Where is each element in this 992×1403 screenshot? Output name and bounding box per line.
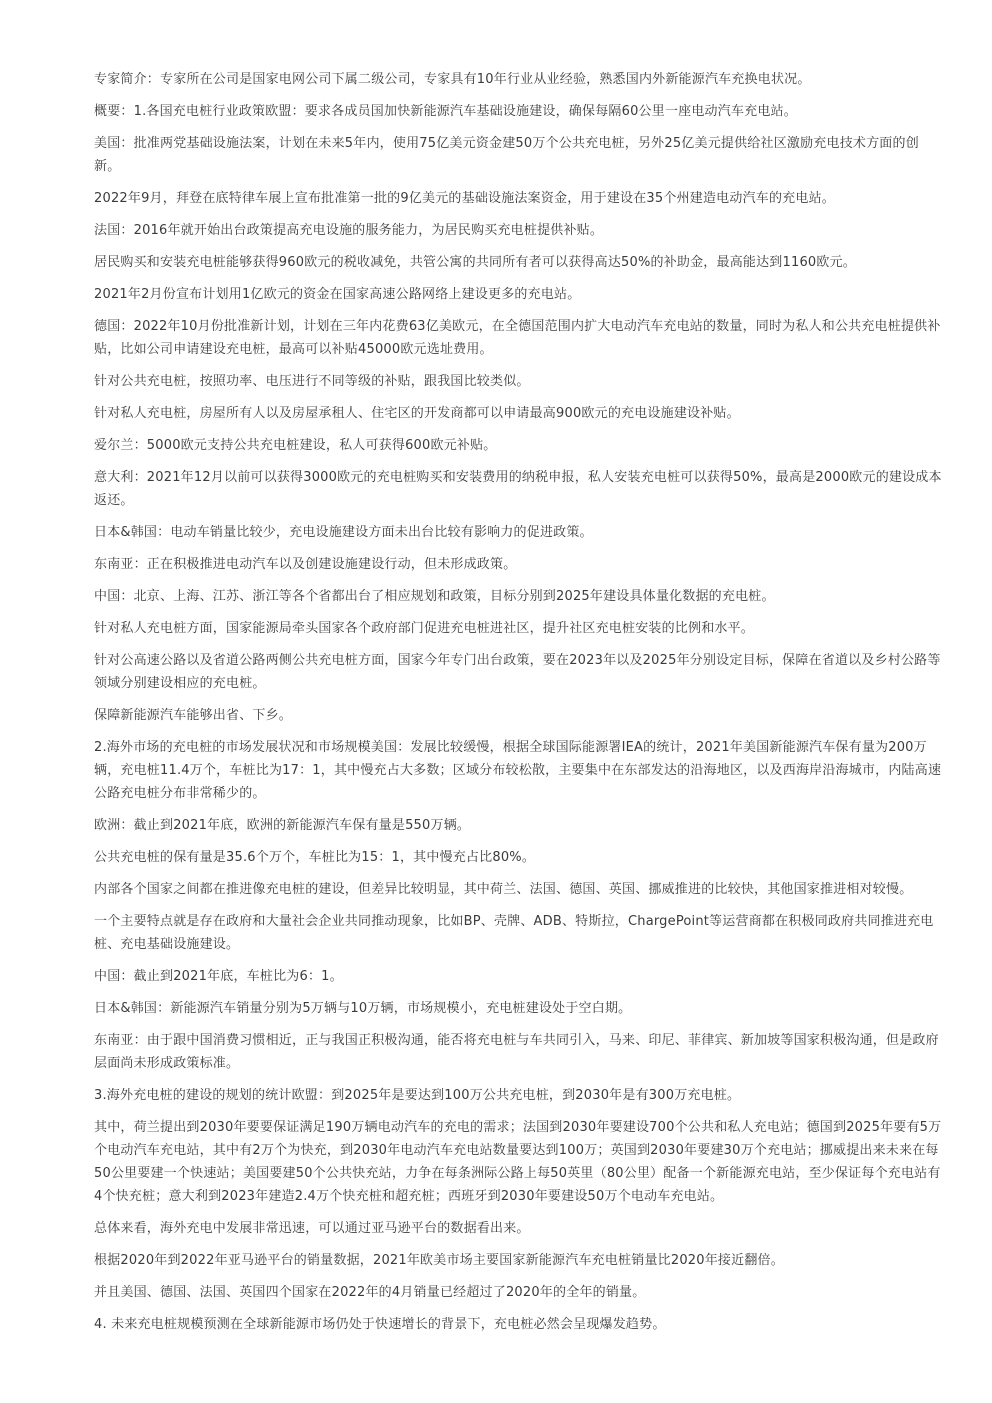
paragraph-germany-policy: 德国：2022年10月份批准新计划，计划在三年内花费63亿美欧元，在全德国范围内扩大电动汽车充电站的数量，同时为私人和公共充电桩提供补贴，比如公司申请建设充电桩，最高可以补贴45000欧元选址费用。 [94, 319, 941, 357]
paragraph-china-private: 针对私人充电桩方面，国家能源局牵头国家各个政府部门促进充电桩进社区，提升社区充电桩安装的比例和水平。 [94, 621, 755, 636]
paragraph-germany-public: 针对公共充电桩，按照功率、电压进行不同等级的补贴，跟我国比较类似。 [94, 374, 530, 389]
paragraph-europe-market: 欧洲：截止到2021年底，欧洲的新能源汽车保有量是550万辆。 [94, 818, 471, 833]
paragraph-japan-korea-market: 日本&韩国：新能源汽车销量分别为5万辆与10万辆，市场规模小，充电桩建设处于空白期。 [94, 1001, 632, 1016]
paragraph-china-policy: 中国：北京、上海、江苏、浙江等各个省都出台了相应规划和政策，目标分别到2025年建设具体量化数据的充电桩。 [94, 589, 775, 604]
paragraph-amazon-data: 根据2020年到2022年亚马逊平台的销量数据，2021年欧美市场主要国家新能源汽车充电桩销量比2020年接近翻倍。 [94, 1253, 784, 1268]
paragraph-expert-intro: 专家简介：专家所在公司是国家电网公司下属二级公司，专家具有10年行业从业经验，熟悉国内外新能源汽车充换电状况。 [94, 72, 811, 87]
paragraph-overall: 总体来看，海外充电中发展非常迅速，可以通过亚马逊平台的数据看出来。 [94, 1221, 530, 1236]
paragraph-china-highway: 针对公高速公路以及省道公路两侧公共充电桩方面，国家今年专门出台政策，要在2023年以及2025年分别设定目标，保障在省道以及乡村公路等领域分别建设相应的充电桩。 [94, 653, 941, 691]
paragraph-china-market: 中国：截止到2021年底，车桩比为6：1。 [94, 969, 343, 984]
paragraph-italy: 意大利：2021年12月以前可以获得3000欧元的充电桩购买和安装费用的纳税申报，私人安装充电桩可以获得50%，最高是2000欧元的建设成本返还。 [94, 470, 942, 508]
paragraph-overseas-plan-eu: 3.海外充电桩的建设的规划的统计欧盟：到2025年是要达到100万公共充电桩，到2030年是有300万充电桩。 [94, 1088, 741, 1103]
paragraph-overseas-market-usa: 2.海外市场的充电桩的市场发展状况和市场规模美国：发展比较缓慢，根据全球国际能源署IEA的统计，2021年美国新能源汽车保有量为200万辆，充电桩11.4万个，车桩比为17：1，其中慢充占大多数；区域分布较松散，主要集中在东部发达的沿海地区，以及西海岸沿海城市，内陆高速公路充电桩分布非常稀少的。 [94, 740, 942, 801]
paragraph-europe-countries: 内部各个国家之间都在推进像充电桩的建设，但差异比较明显，其中荷兰、法国、德国、英国、挪威推进的比较快，其他国家推进相对较慢。 [94, 882, 913, 897]
paragraph-france-policy: 法国：2016年就开始出台政策提高充电设施的服务能力，为居民购买充电桩提供补贴。 [94, 223, 604, 238]
paragraph-france-2021: 2021年2月份宣布计划用1亿欧元的资金在国家高速公路网络上建设更多的充电站。 [94, 287, 581, 302]
document-body [94, 68, 944, 1345]
paragraph-forecast: 4. 未来充电桩规模预测在全球新能源市场仍处于快速增长的背景下，充电桩必然会呈现爆发趋势。 [94, 1317, 666, 1332]
paragraph-japan-korea-policy: 日本&韩国：电动车销量比较少，充电设施建设方面未出台比较有影响力的促进政策。 [94, 525, 593, 540]
paragraph-four-countries: 并且美国、德国、法国、英国四个国家在2022年的4月销量已经超过了2020年的全年的销量。 [94, 1285, 646, 1300]
paragraph-germany-private: 针对私人充电桩，房屋所有人以及房屋承租人、住宅区的开发商都可以申请最高900欧元的充电设施建设补贴。 [94, 406, 740, 421]
paragraph-summary-eu: 概要：1.各国充电桩行业政策欧盟：要求各成员国加快新能源汽车基础设施建设，确保每隔60公里一座电动汽车充电站。 [94, 104, 797, 119]
paragraph-sea-market: 东南亚：由于跟中国消费习惯相近，正与我国正积极沟通，能否将充电桩与车共同引入，马来、印尼、菲律宾、新加坡等国家积极沟通，但是政府层面尚未形成政策标准。 [94, 1033, 939, 1071]
paragraph-europe-public: 公共充电桩的保有量是35.6个万个，车桩比为15：1，其中慢充占比80%。 [94, 850, 536, 865]
paragraph-france-subsidy: 居民购买和安装充电桩能够获得960欧元的税收减免，共管公寓的共同所有者可以获得高达50%的补助金，最高能达到1160欧元。 [94, 255, 856, 270]
paragraph-ireland: 爱尔兰：5000欧元支持公共充电桩建设，私人可获得600欧元补贴。 [94, 438, 497, 453]
paragraph-china-rural: 保障新能源汽车能够出省、下乡。 [94, 708, 293, 723]
paragraph-usa-2022: 2022年9月，拜登在底特律车展上宣布批准第一批的9亿美元的基础设施法案资金，用于建设在35个州建造电动汽车的充电站。 [94, 191, 835, 206]
paragraph-usa-policy: 美国：批准两党基础设施法案，计划在未来5年内，使用75亿美元资金建50万个公共充电桩，另外25亿美元提供给社区激励充电技术方面的创新。 [94, 136, 919, 174]
paragraph-sea-policy: 东南亚：正在积极推进电动汽车以及创建设施建设行动，但未形成政策。 [94, 557, 517, 572]
paragraph-country-plans: 其中，荷兰提出到2030年要要保证满足190万辆电动汽车的充电的需求；法国到2030年要建设700个公共和私人充电站；德国到2025年要有5万个电动汽车充电站，其中有2万个为快充，到2030年电动汽车充电站数量要达到100万；英国到2030年要建30万个充电站；挪威提出来未来在每50公里要建一个快速站；美国要建50个公共快充站，力争在每条洲际公路上每50英里（80公里）配备一个新能源充电站，至少保证每个充电站有4个快充桩；意大利到2023年建造2.4万个快充桩和超充桩；西班牙到2030年要建设50万个电动车充电站。 [94, 1120, 942, 1204]
paragraph-europe-feature: 一个主要特点就是存在政府和大量社会企业共同推动现象，比如BP、壳牌、ADB、特斯拉，ChargePoint等运营商都在积极同政府共同推进充电桩、充电基础设施建设。 [94, 914, 934, 952]
